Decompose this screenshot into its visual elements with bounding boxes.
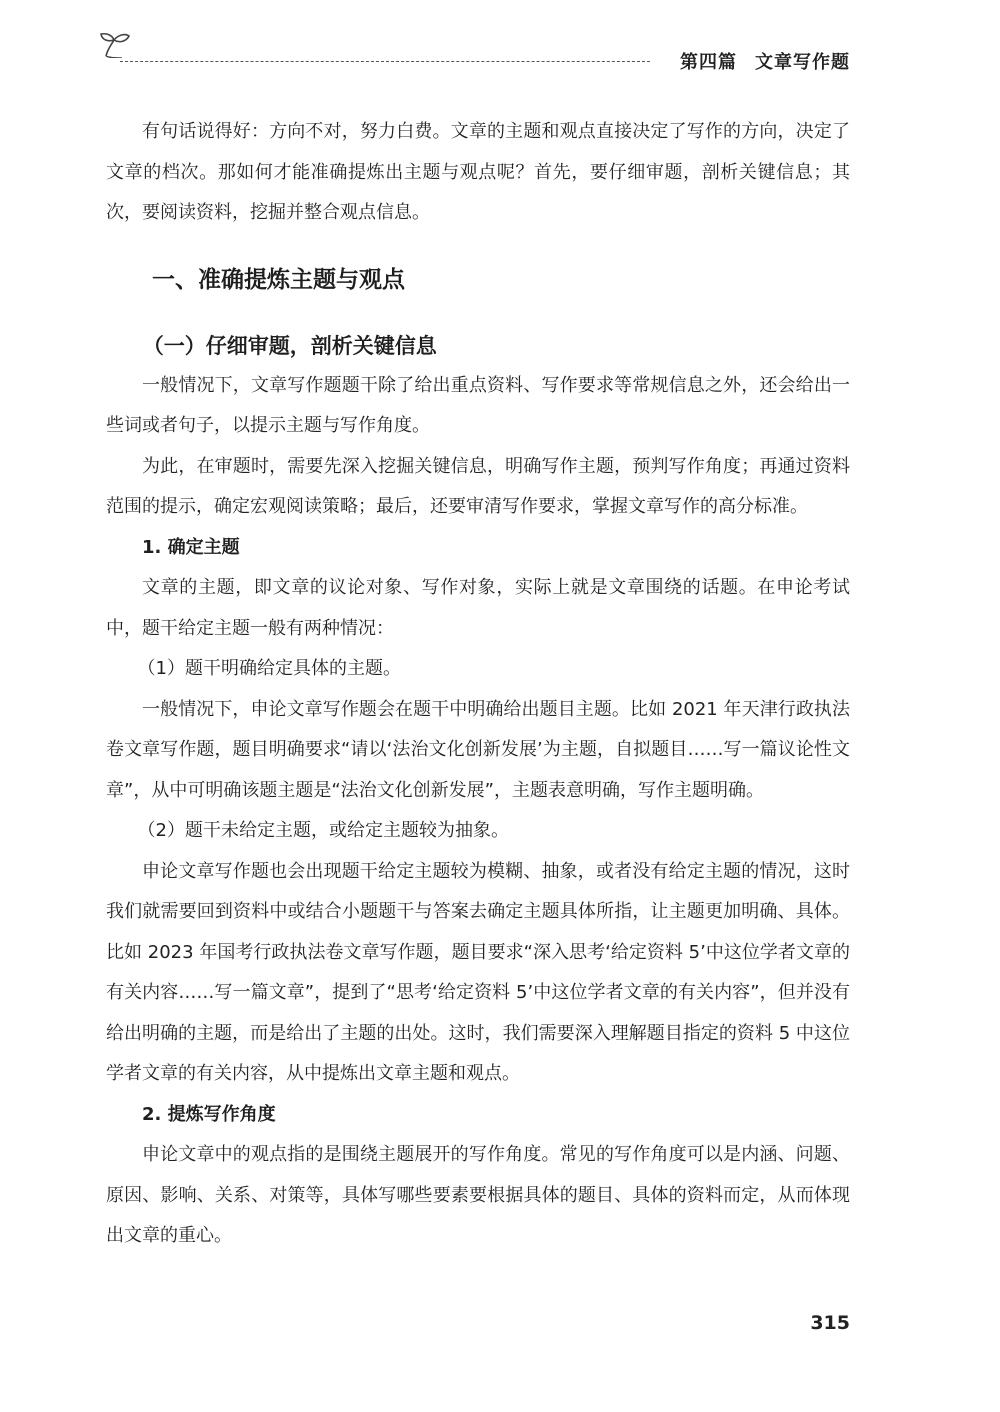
paragraph: 文章的主题，即文章的议论对象、写作对象，实际上就是文章围绕的话题。在申论考试中，题干给定主题一般有两种情况： (106, 577, 850, 639)
paragraph: 为此，在审题时，需要先深入挖掘关键信息，明确写作主题，预判写作角度；再通过资料范围的提示，确定宏观阅读策略；最后，还要审清写作要求，掌握文章写作的高分标准。 (106, 455, 850, 517)
header-dashed-rule (120, 61, 650, 62)
subsection-heading: （一）仔细审题，剖析关键信息 (142, 333, 437, 358)
paragraph: 一般情况下，文章写作题题干除了给出重点资料、写作要求等常规信息之外，还会给出一些词或者句子，以提示主题与写作角度。 (106, 374, 850, 436)
section-heading: 一、准确提炼主题与观点 (152, 266, 405, 293)
paragraph: 一般情况下，申论文章写作题会在题干中明确给出题目主题。比如 2021 年天津行政执法卷文章写作题，题目明确要求“请以‘法治文化创新发展’为主题，自拟题目……写一篇议论性文章”，从中可明确该题主题是“法治文化创新发展”，主题表意明确，写作主题明确。 (106, 698, 850, 801)
paragraph: 申论文章写作题也会出现题干给定主题较为模糊、抽象，或者没有给定主题的情况，这时我们就需要回到资料中或结合小题题干与答案去确定主题具体所指，让主题更加明确、具体。比如 2023 年国考行政执法卷文章写作题，题目要求“深入思考‘给定资料 5’中这位学者文章的有关内容……写一篇文章”，提到了“思考‘给定资料 5’中这位学者文章的有关内容”，但并没有给出明确的主题，而是给出了主题的出处。这时，我们需要深入理解题目指定的资料 5 中这位学者文章的有关内容，从中提炼出文章主题和观点。 (106, 860, 850, 1084)
sprout-icon (98, 28, 132, 58)
page-body (106, 112, 850, 1257)
point-heading: 2. 提炼写作角度 (142, 1103, 276, 1125)
case-heading: （1）题干明确给定具体的主题。 (137, 658, 401, 679)
intro-paragraph: 有句话说得好：方向不对，努力白费。文章的主题和观点直接决定了写作的方向，决定了文章的档次。那如何才能准确提炼出主题与观点呢？首先，要仔细审题，剖析关键信息；其次，要阅读资料，挖掘并整合观点信息。 (106, 121, 850, 223)
part-label: 第四篇 (680, 52, 737, 73)
case-heading: （2）题干未给定主题，或给定主题较为抽象。 (137, 820, 509, 841)
paragraph: 申论文章中的观点指的是围绕主题展开的写作角度。常见的写作角度可以是内涵、问题、原因、影响、关系、对策等，具体写哪些要素要根据具体的题目、具体的资料而定，从而体现出文章的重心。 (106, 1144, 850, 1246)
page-number: 315 (810, 1312, 850, 1334)
point-heading: 1. 确定主题 (142, 536, 240, 558)
running-header (98, 26, 850, 76)
part-title: 文章写作题 (755, 52, 850, 73)
chapter-title (680, 48, 850, 74)
